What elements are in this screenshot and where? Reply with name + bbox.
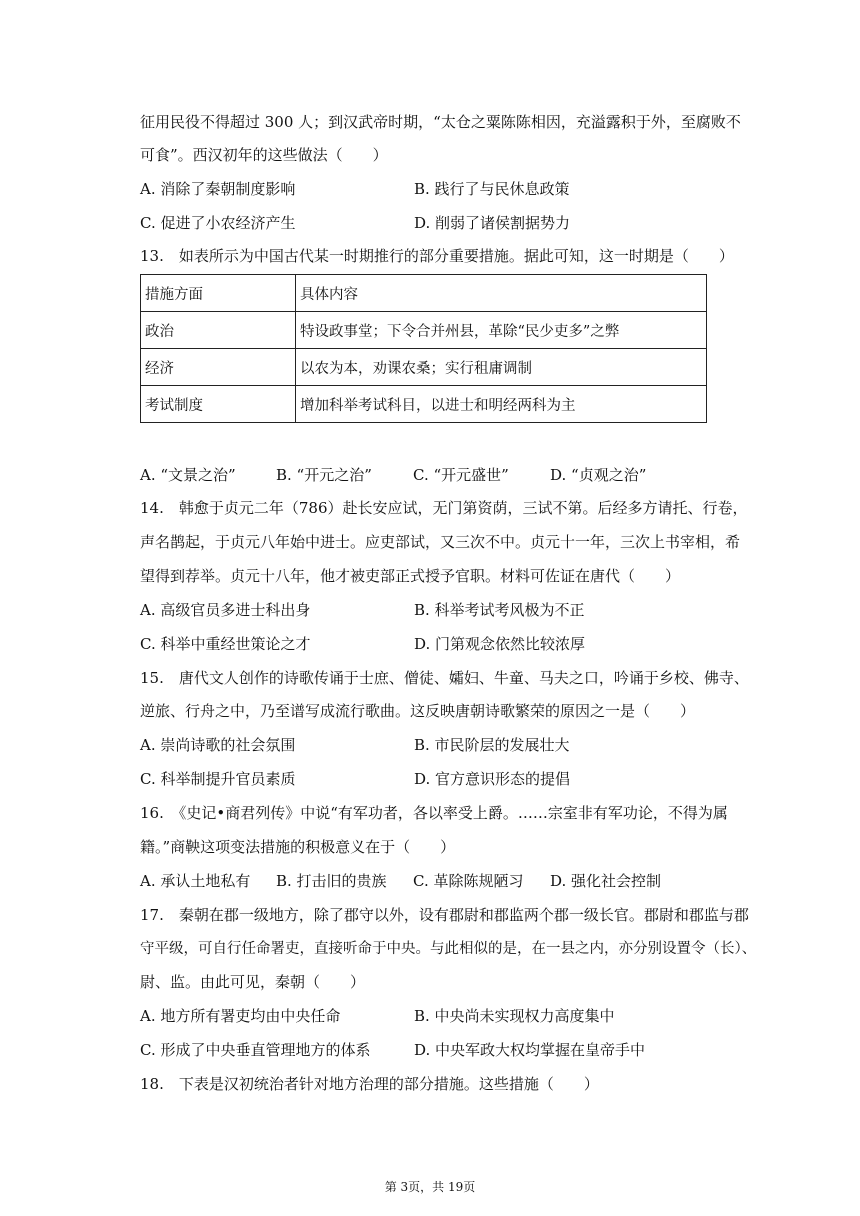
q16-line-1: 16. 《史记•商君列传》中说“有军功者，各以率受上爵。……宗室非有军功论，不得为属 [140,804,728,822]
q17-option-a[interactable]: A. 地方所有署吏均由中央任命 [140,1007,341,1025]
q14-option-a[interactable]: A. 高级官员多进士科出身 [140,601,311,619]
q17-line-3: 尉、监。由此可见，秦朝（ ） [140,973,366,991]
q15-option-d[interactable]: D. 官方意识形态的提倡 [414,770,571,788]
q17-option-c[interactable]: C. 形成了中央垂直管理地方的体系 [140,1041,371,1059]
q16-option-d[interactable]: D. 强化社会控制 [550,872,662,890]
table-cell: 政治 [141,312,296,349]
table-cell: 经济 [141,349,296,386]
table-cell: 考试制度 [141,386,296,423]
q15-option-a[interactable]: A. 崇尚诗歌的社会氛围 [140,736,296,754]
q15-option-b[interactable]: B. 市民阶层的发展壮大 [414,736,570,754]
q17-line-2: 守平级，可自行任命署吏，直接听命于中央。与此相似的是，在一县之内，亦分别设置令（长）、 [140,941,757,957]
q14-option-d[interactable]: D. 门第观念依然比较浓厚 [414,635,586,653]
q12-line-2: 可食”。西汉初年的这些做法（ ） [140,146,388,164]
q13-option-b[interactable]: B. “开元之治” [276,466,372,484]
q13-measures-table [140,274,707,423]
q14-line-1: 14. 韩愈于贞元二年（786）赴长安应试，无门第资荫，三试不第。后经多方请托、行卷， [140,499,748,517]
q16-line-2: 籍。”商鞅这项变法措施的积极意义在于（ ） [140,838,456,856]
table-cell: 增加科举考试科目，以进士和明经两科为主 [296,386,707,423]
q16-option-b[interactable]: B. 打击旧的贵族 [276,872,387,890]
table-row [141,349,707,386]
q15-line-1: 15. 唐代文人创作的诗歌传诵于士庶、僧徒、孀妇、牛童、马夫之口，吟诵于乡校、佛寺、 [140,669,749,687]
q17-option-d[interactable]: D. 中央军政大权均掌握在皇帝手中 [414,1041,646,1059]
q15-line-2: 逆旅、行舟之中，乃至谱写成流行歌曲。这反映唐朝诗歌繁荣的原因之一是（ ） [140,702,696,720]
q12-option-a[interactable]: A. 消除了秦朝制度影响 [140,180,296,198]
q16-option-c[interactable]: C. 革除陈规陋习 [413,872,524,890]
q12-line-1: 征用民役不得超过 300 人；到汉武帝时期，“太仓之粟陈陈相因，充溢露积于外，至腐败不 [140,113,741,131]
q15-option-c[interactable]: C. 科举制提升官员素质 [140,770,296,788]
table-header-cell: 具体内容 [296,275,707,312]
table-header-row [141,275,707,312]
table-header-cell: 措施方面 [141,275,296,312]
table-cell: 特设政事堂；下令合并州县，革除“民少吏多”之弊 [296,312,707,349]
page-footer: 第 3页，共 19页 [384,1180,476,1194]
q13-option-a[interactable]: A. “文景之治” [140,466,236,484]
q18-stem: 18. 下表是汉初统治者针对地方治理的部分措施。这些措施（ ） [140,1075,599,1093]
q12-option-d[interactable]: D. 削弱了诸侯割据势力 [414,214,571,232]
q17-line-1: 17. 秦朝在郡一级地方，除了郡守以外，设有郡尉和郡监两个郡一级长官。郡尉和郡监与郡 [140,906,749,924]
q16-option-a[interactable]: A. 承认土地私有 [140,872,251,890]
table-row [141,386,707,423]
q14-line-2: 声名鹊起，于贞元八年始中进士。应吏部试，又三次不中。贞元十一年，三次上书宰相，希 [140,533,741,551]
q17-option-b[interactable]: B. 中央尚未实现权力高度集中 [414,1007,615,1025]
q14-option-b[interactable]: B. 科举考试考风极为不正 [414,601,585,619]
q13-option-c[interactable]: C. “开元盛世” [413,466,509,484]
q14-line-3: 望得到荐举。贞元十八年，他才被吏部正式授予官职。材料可佐证在唐代（ ） [140,567,681,585]
q12-option-c[interactable]: C. 促进了小农经济产生 [140,214,296,232]
q13-option-d[interactable]: D. “贞观之治” [550,466,647,484]
table-row [141,312,707,349]
table-cell: 以农为本，劝课农桑；实行租庸调制 [296,349,707,386]
q12-option-b[interactable]: B. 践行了与民休息政策 [414,180,570,198]
q13-stem: 13. 如表所示为中国古代某一时期推行的部分重要措施。据此可知，这一时期是（ ） [140,247,734,265]
q14-option-c[interactable]: C. 科举中重经世策论之才 [140,635,311,653]
